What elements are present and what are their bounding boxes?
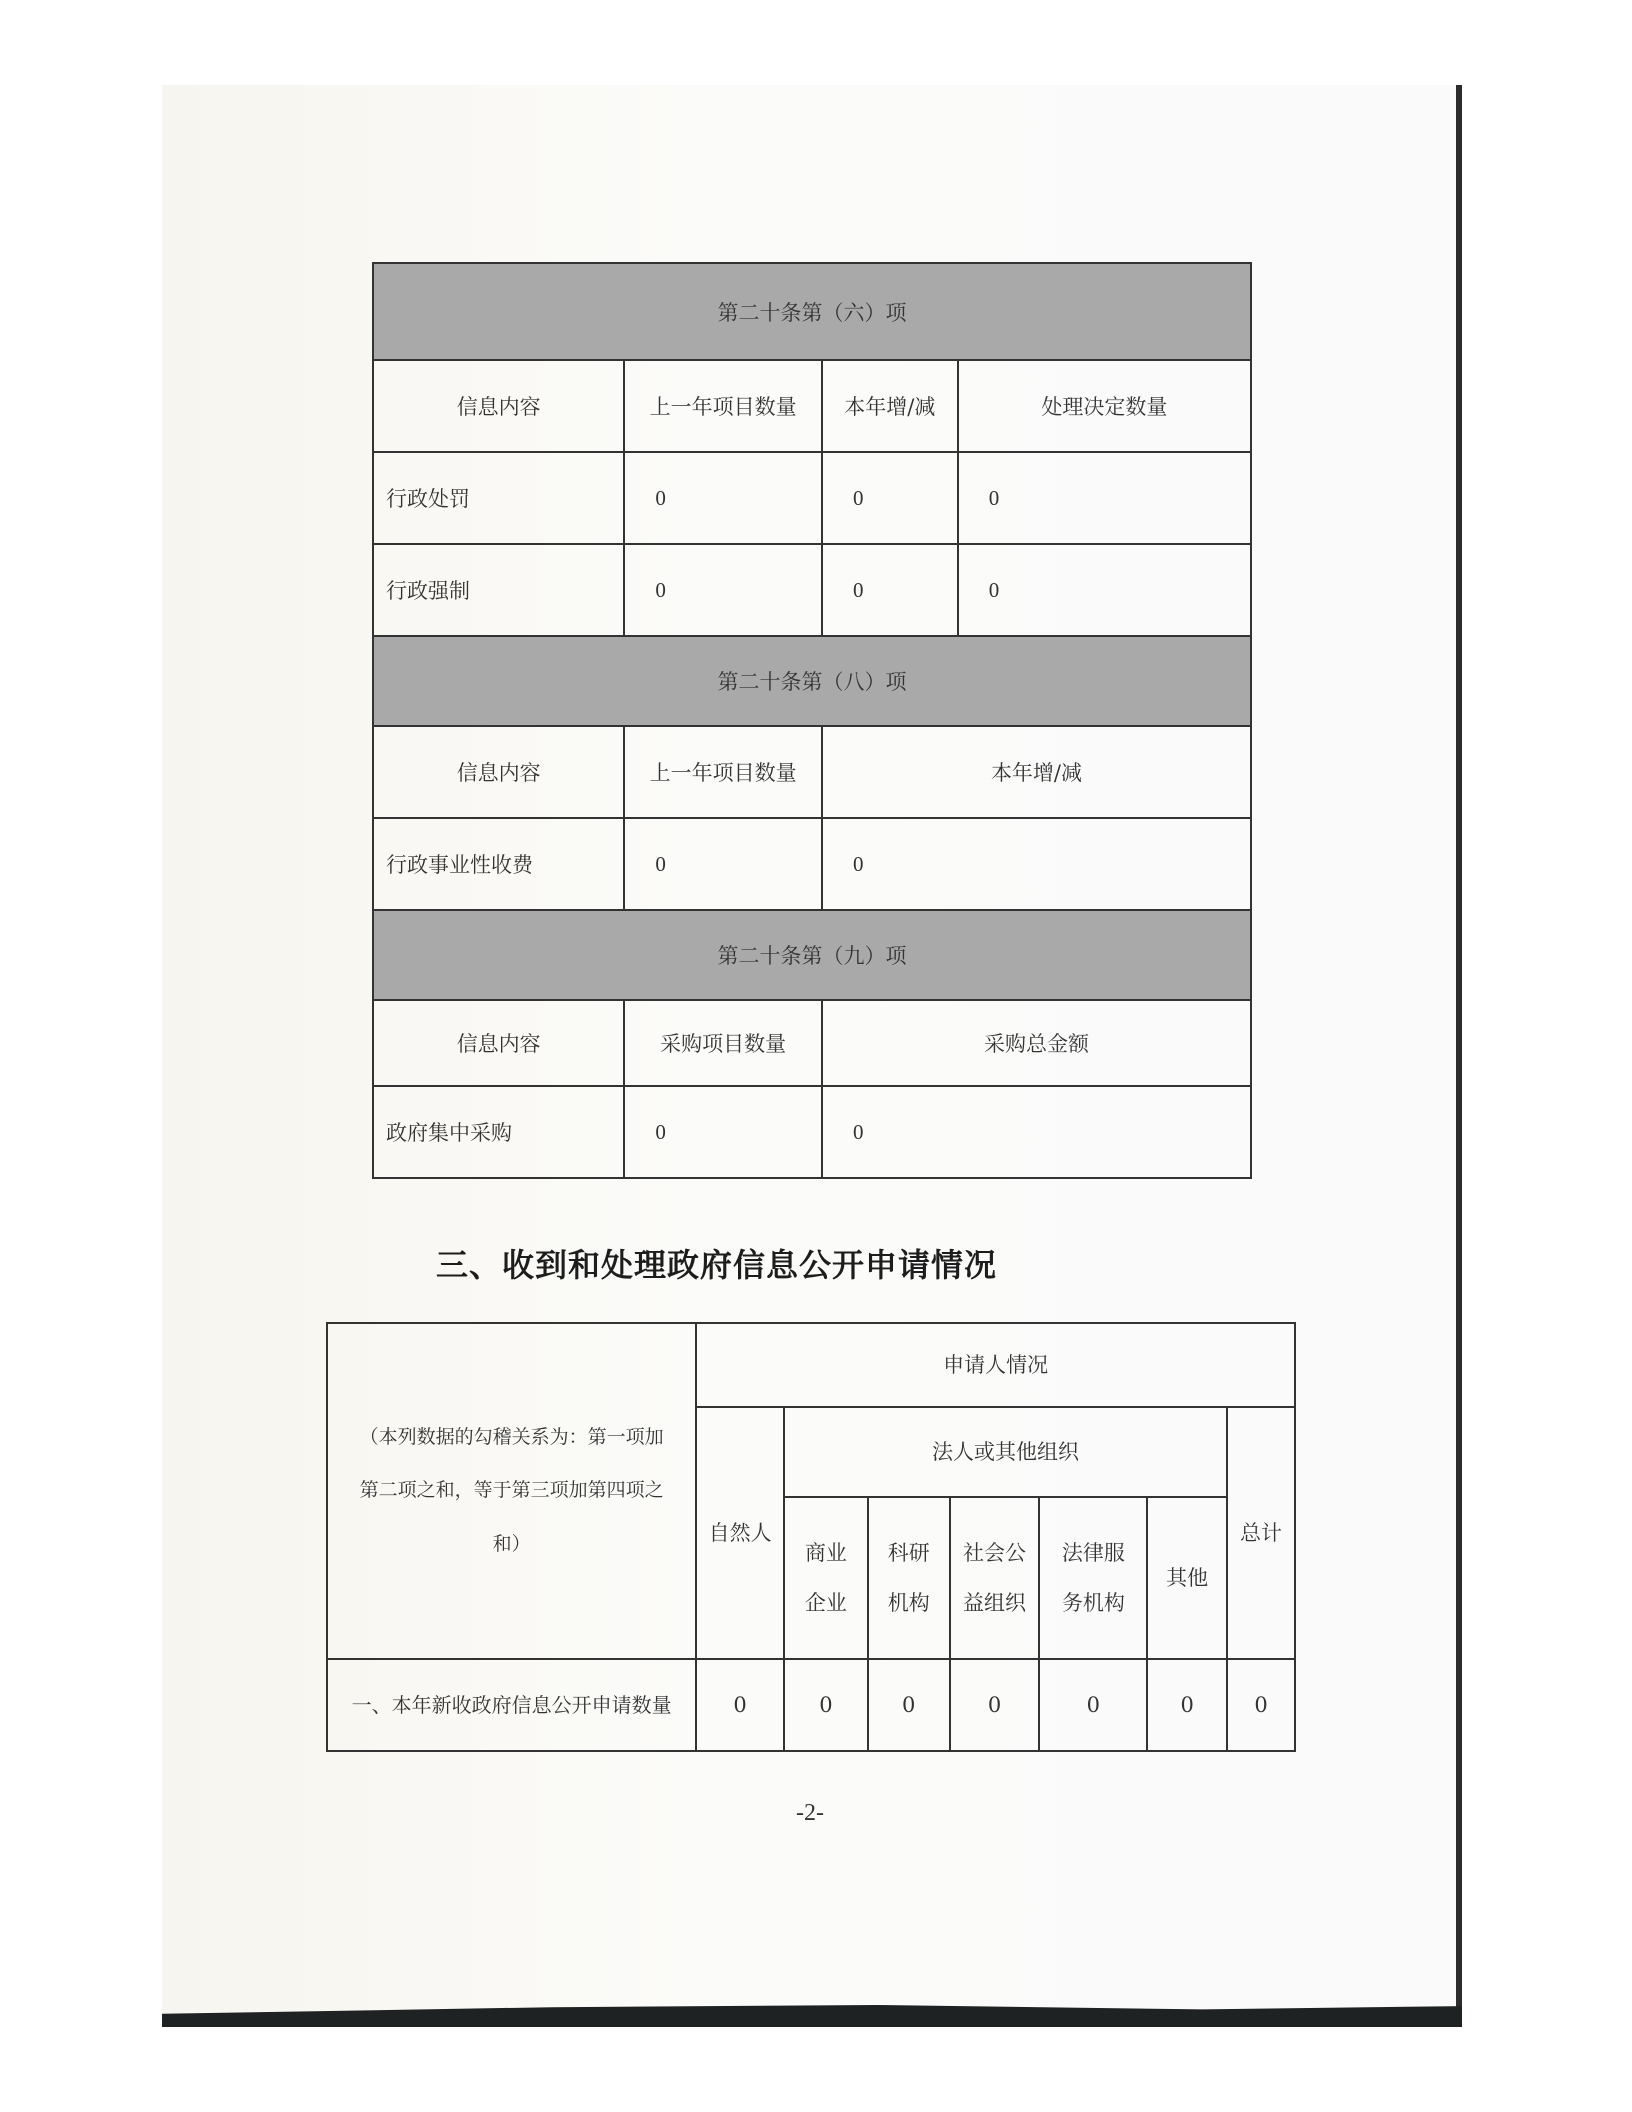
row-label: 政府集中采购 — [373, 1086, 624, 1178]
natural-person-header: 自然人 — [696, 1407, 784, 1659]
section-heading: 三、收到和处理政府信息公开申请情况 — [436, 1246, 998, 1284]
table-row — [373, 1086, 1251, 1178]
table-row — [373, 544, 1251, 636]
cell-value: 0 — [958, 544, 1251, 636]
row-label: 一、本年新收政府信息公开申请数量 — [327, 1659, 696, 1751]
column-header: 信息内容 — [373, 726, 624, 818]
org-type-header — [950, 1497, 1040, 1659]
org-type-line: 法律服 — [1061, 1540, 1125, 1565]
cell-value: 0 — [822, 818, 1251, 910]
section-header-20-8: 第二十条第（八）项 — [373, 636, 1251, 726]
page-number: -2- — [796, 1800, 824, 1826]
cell-value: 0 — [1039, 1659, 1147, 1751]
org-type-header: 其他 — [1147, 1497, 1227, 1659]
applicant-header: 申请人情况 — [696, 1323, 1295, 1407]
cell-value: 0 — [624, 544, 822, 636]
table-row — [373, 818, 1251, 910]
row-label: 行政强制 — [373, 544, 624, 636]
column-header: 本年增/减 — [822, 726, 1251, 818]
org-type-line: 机构 — [887, 1591, 930, 1615]
org-type-header — [868, 1497, 950, 1659]
cell-value: 0 — [624, 818, 822, 910]
cell-value: 0 — [958, 452, 1251, 544]
note-line: 和） — [492, 1532, 531, 1555]
cell-value: 0 — [624, 1086, 822, 1178]
table-row — [373, 452, 1251, 544]
org-type-header — [784, 1497, 868, 1659]
column-header: 采购项目数量 — [624, 1000, 822, 1086]
cell-value: 0 — [624, 452, 822, 544]
reconciliation-note — [327, 1323, 696, 1659]
disclosure-table-article-20 — [372, 262, 1252, 1179]
cell-value: 0 — [696, 1659, 784, 1751]
total-header: 总计 — [1227, 1407, 1295, 1659]
org-type-line: 社会公 — [963, 1540, 1027, 1565]
org-type-line: 商业 — [804, 1540, 847, 1565]
row-label: 行政事业性收费 — [373, 818, 624, 910]
cell-value: 0 — [1227, 1659, 1295, 1751]
column-header: 本年增/减 — [822, 360, 958, 452]
org-type-line: 务机构 — [1061, 1591, 1125, 1615]
org-type-line: 企业 — [804, 1591, 847, 1615]
cell-value: 0 — [822, 544, 958, 636]
column-header: 处理决定数量 — [958, 360, 1251, 452]
row-label: 行政处罚 — [373, 452, 624, 544]
table-row — [327, 1659, 1295, 1751]
cell-value: 0 — [950, 1659, 1040, 1751]
section-header-20-6: 第二十条第（六）项 — [373, 263, 1251, 360]
application-status-table — [326, 1322, 1296, 1752]
page-edge-shadow — [1456, 85, 1462, 2025]
column-header: 上一年项目数量 — [624, 360, 822, 452]
cell-value: 0 — [784, 1659, 868, 1751]
column-header: 信息内容 — [373, 1000, 624, 1086]
cell-value: 0 — [868, 1659, 950, 1751]
column-header: 上一年项目数量 — [624, 726, 822, 818]
note-line: （本列数据的勾稽关系为：第一项加 — [359, 1426, 664, 1449]
org-type-header — [1039, 1497, 1147, 1659]
note-line: 第二项之和，等于第三项加第四项之 — [359, 1479, 664, 1502]
cell-value: 0 — [822, 452, 958, 544]
column-header: 信息内容 — [373, 360, 624, 452]
org-type-line: 科研 — [887, 1540, 930, 1565]
column-header: 采购总金额 — [822, 1000, 1251, 1086]
cell-value: 0 — [822, 1086, 1251, 1178]
legal-org-header: 法人或其他组织 — [784, 1407, 1227, 1497]
cell-value: 0 — [1147, 1659, 1227, 1751]
org-type-line: 益组织 — [963, 1591, 1027, 1615]
section-header-20-9: 第二十条第（九）项 — [373, 910, 1251, 1000]
